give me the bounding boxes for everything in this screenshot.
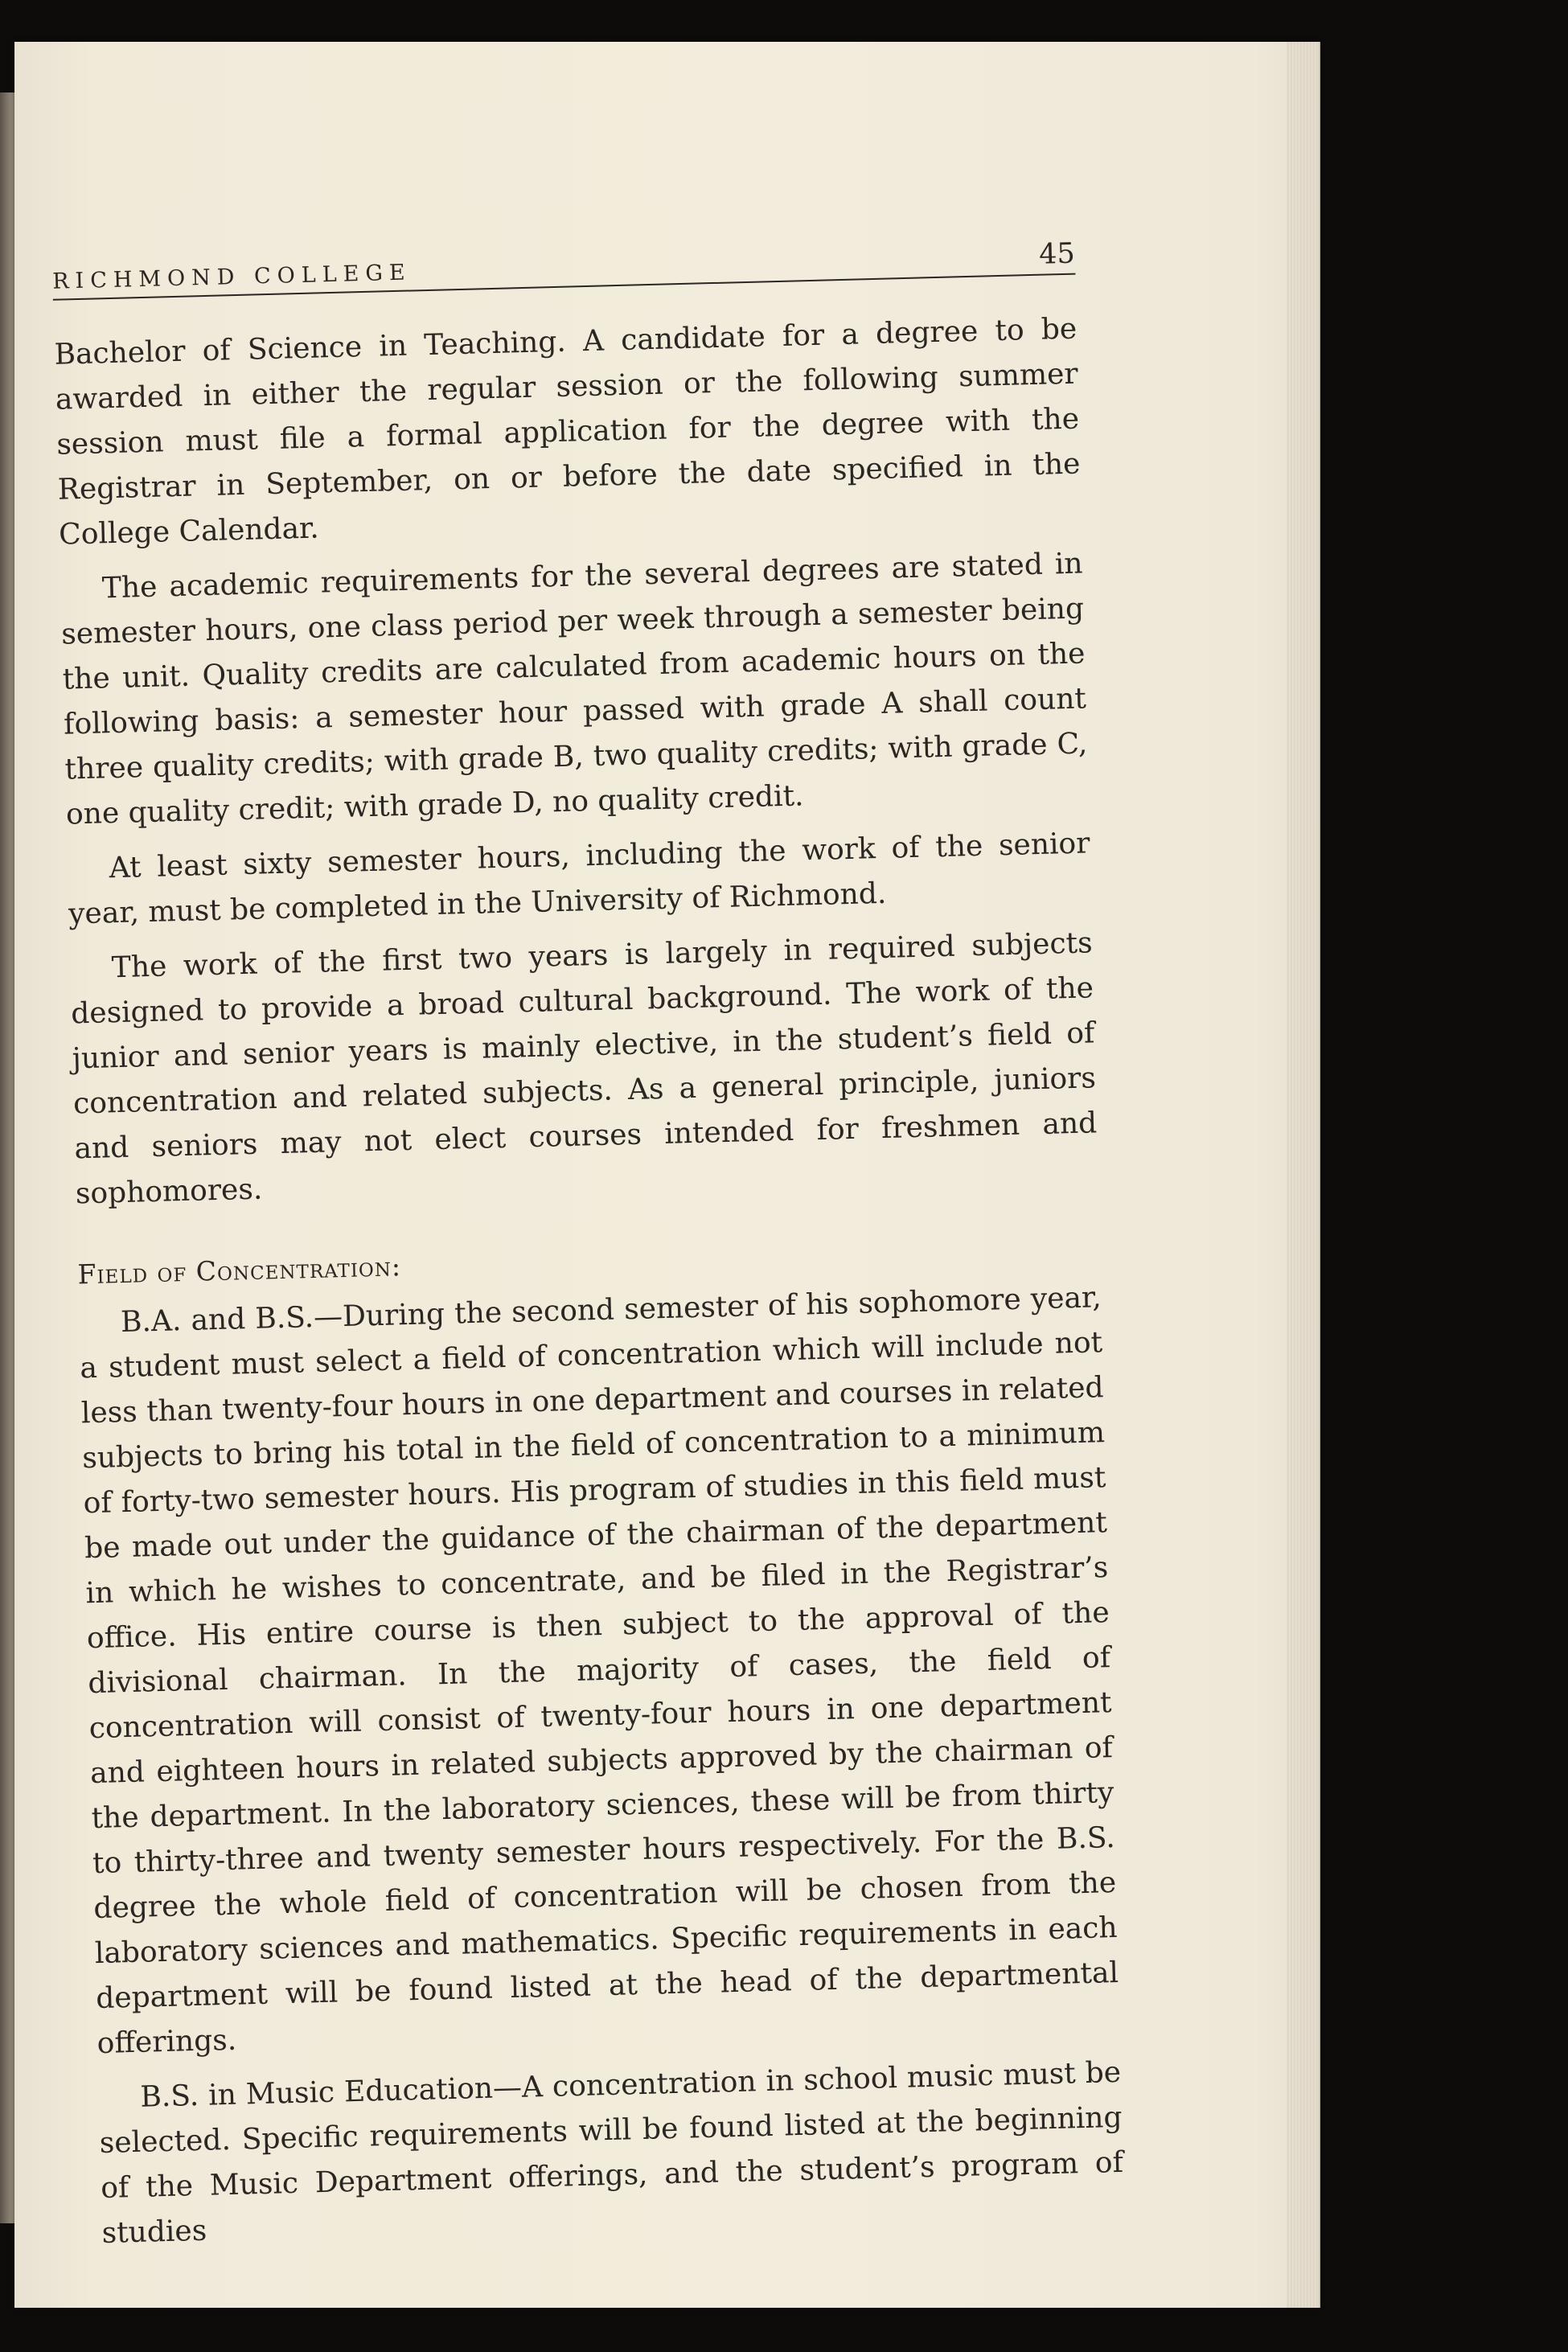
text-block bbox=[45, 213, 1221, 2257]
paragraph: Bachelor of Science in Teaching. A candidate for a degree to be awarded in either the regular session or the following summer session must file a formal application for the degree with the Registrar in September, on or before the date specified in the College Calendar. bbox=[54, 312, 1081, 552]
paragraph: The academic requirements for the several degrees are stated in semester hours, one class period per week through a semester being the unit. Quality credits are calculated from academic hours on the following basis: a semester hour passed with grade A shall count three quality credits; with grade B, two quality credits; with grade C, one quality credit; with grade D, no quality credit. bbox=[60, 547, 1088, 831]
running-title: RICHMOND COLLEGE bbox=[51, 260, 413, 294]
paragraph: B.A. and B.S.—During the second semester of his sophomore year, a student must select a field of concentration which will include not less than twenty-four hours in one department and courses in related subjects to bring his total in the field of concentration to a minimum of forty-two semester hours. His program of studies in this field must be made out under the guidance of the chairman of the department in which he wishes to concentrate, and be filed in the Registrar’s office. His entire course is then subject to the approval of the divisional chairman. In the majority of cases, the field of concentration will consist of twenty-four hours in one department and eighteen hours in related subjects approved by the chairman of the department. In the laboratory sciences, these will be from thirty to thirty-three and twenty semester hours respectively. For the B.S. degree the whole field of concentration will be chosen from the laboratory sciences and mathematics. Specific requirements in each department will be found listed at the head of the departmental offerings. bbox=[79, 1281, 1119, 2061]
paragraph: B.S. in Music Education—A concentration in school music must be selected. Specific requirements will be found listed at the beginning of the Music Department offerings, and the student’s program of studies bbox=[99, 2055, 1124, 2250]
page-number: 45 bbox=[1038, 237, 1076, 271]
paragraph: The work of the first two years is largely in required subjects designed to provide a broad cultural background. The work of the junior and senior years is mainly elective, in the student’s field of concentration and related subjects. As a general principle, juniors and seniors may not elect courses intended for freshmen and sophomores. bbox=[70, 926, 1098, 1211]
paragraph: At least sixty semester hours, including the work of the senior year, must be completed in the University of Richmond. bbox=[68, 827, 1090, 931]
section-heading: Field of Concentration: bbox=[77, 1250, 402, 1291]
page-fore-edge bbox=[1287, 42, 1320, 2308]
